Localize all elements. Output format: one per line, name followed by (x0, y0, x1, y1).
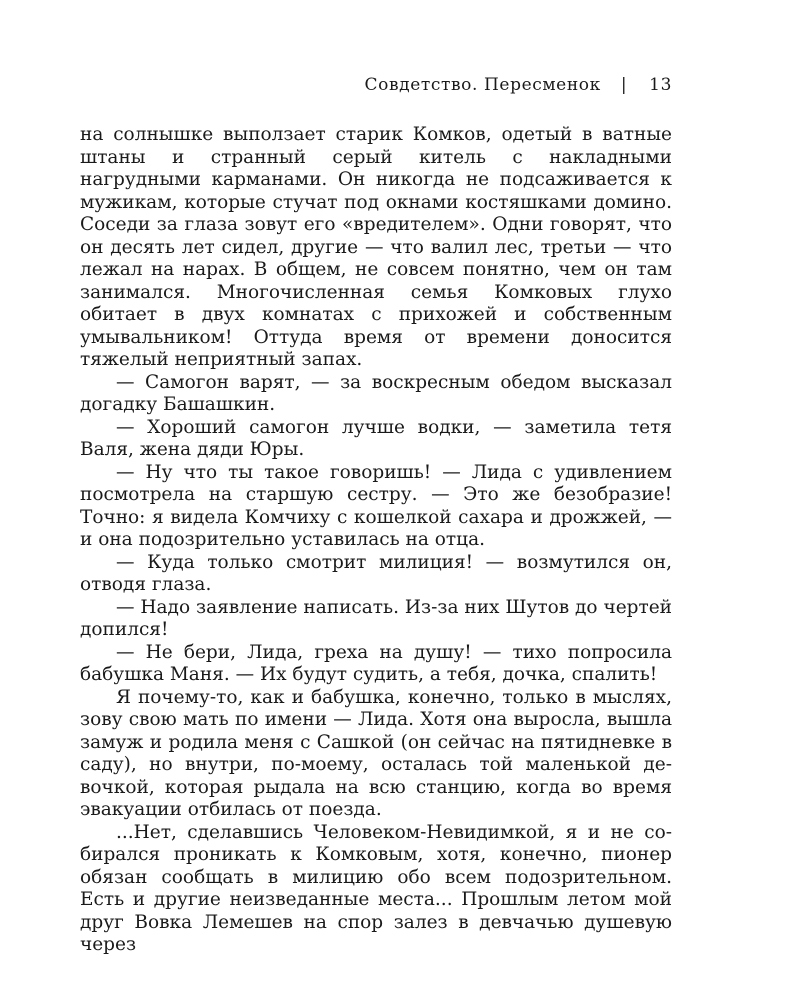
paragraph: — Не бери, Лида, греха на душу! — тихо попросила бабушка Маня. — Их будут судить, а тебя, дочка, спалить! (80, 641, 672, 685)
header-separator: | (620, 75, 628, 95)
body-text (80, 124, 672, 957)
page-number: 13 (649, 75, 672, 95)
paragraph: — Самогон варят, — за воскресным обедом высказал догадку Башашкин. (80, 371, 672, 415)
paragraph: — Куда только смотрит милиция! — возмутился он, отводя глаза. (80, 551, 672, 595)
paragraph: на солнышке выползает старик Комков, одетый в ватные штаны и странный серый китель с накладными нагрудными карманами. Он никогда не подсаживается к мужикам, которые стучат под окнами костяшками домино. Соседи за глаза зовут его «вредителем». Одни говорят, что он десять лет сидел, другие — что валил лес, третьи — что лежал на нарах. В общем, не совсем понятно, чем он там занимался. Многочисленная семья Комковых глухо обитает в двух комнатах с прихожей и собственным умывальником! Оттуда время от времени доносится тяжелый неприятный запах. (80, 124, 672, 370)
paragraph: — Хороший самогон лучше водки, — заметила тетя Валя, жена дяди Юры. (80, 416, 672, 460)
running-header (365, 72, 672, 98)
paragraph: — Надо заявление написать. Из-за них Шутов до чертей допился! (80, 596, 672, 640)
header-title: Совдетство. Пересменок (364, 75, 601, 95)
paragraph: Я почему-то, как и бабушка, конечно, только в мыслях, зову свою мать по имени — Лида. Хотя она выросла, вышла замуж и родила меня с Сашкой (он сейчас на пятидневке в саду), но внутри, по-моему, осталась той маленькой девочкой, которая рыдала на всю станцию, когда во время эвакуации отбилась от поезда. (80, 686, 672, 820)
paragraph: — Ну что ты такое говоришь! — Лида с удивлением посмотрела на старшую сестру. — Это же безобразие! Точно: я видела Комчиху с кошелкой сахара и дрожжей, — и она подозрительно уставилась на отца. (80, 461, 672, 550)
paragraph: ...Нет, сделавшись Человеком-Невидимкой, я и не собирался проникать к Комковым, хотя, конечно, пионер обязан сообщать в милицию обо всем подозрительном. Есть и другие неизведанные места... Прошлым летом мой друг Вовка Лемешев на спор залез в девчачью душевую через (80, 821, 672, 955)
